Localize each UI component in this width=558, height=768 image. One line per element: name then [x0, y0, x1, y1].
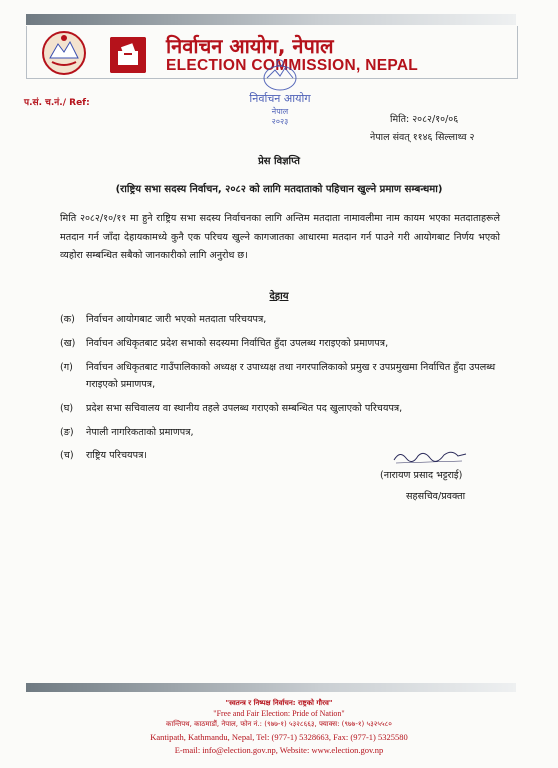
handwritten-signature [392, 446, 468, 466]
list-heading: देहाय [269, 291, 289, 302]
footer-address-nepali: कान्तिपथ, काठमाडौं, नेपाल, फोन नं.: (९७७-१) ५३२८६६३, फ्याक्स: (९७७-१) ५३२५५८० [166, 720, 392, 728]
list-item-key: (क) [60, 314, 75, 325]
footer-motto-english: "Free and Fair Election: Pride of Nation" [213, 709, 345, 718]
national-emblem-icon [40, 30, 88, 76]
stamp-text-place: नेपाल [271, 107, 289, 116]
signatory-name: (नारायण प्रसाद भट्टराई) [380, 470, 463, 481]
list-item-text: राष्ट्रिय परिचयपत्र। [86, 450, 148, 461]
list-item-text: निर्वाचन अधिकृतबाट प्रदेश सभाको सदस्यमा निर्वाचित हुँदा उपलब्ध गराइएको प्रमाणपत्र, [86, 338, 389, 349]
footer-contact: E-mail: info@election.gov.np, Website: www.election.gov.np [174, 745, 384, 755]
list-item-text: निर्वाचन अधिकृतबाट गाउँपालिकाको अध्यक्ष र उपाध्यक्ष तथा नगरपालिकाको प्रमुख र उपप्रमुखमा निर्वाचित हुँदा उपलब्ध गराइएको प्रमाणपत्र, [86, 362, 496, 390]
body-paragraph: मिति २०८२/१०/११ मा हुने राष्ट्रिय सभा सदस्य निर्वाचनका लागि अन्तिम मतदाता नामावलीमा नाम कायम भएका मतदाताहरूले मतदान गर्न जाँदा देहायकामध्ये कुनै एक परिचय खुल्ने कागजातका आधारमा मतदान गर्न पाउने गरी आयोगबाट निर्णय भएको व्यहोरा सम्बन्धित सबैको जानकारीको लागि अनुरोध छ। [60, 213, 500, 261]
org-name-english: ELECTION COMMISSION, NEPAL [166, 57, 419, 74]
official-stamp [245, 56, 315, 128]
election-commission-logo-icon [110, 37, 146, 73]
list-item-key: (च) [60, 450, 74, 461]
list-item [60, 400, 402, 417]
list-item-text: निर्वाचन आयोगबाट जारी भएको मतदाता परिचयपत्र, [86, 314, 267, 325]
list-item-key: (घ) [60, 403, 74, 414]
document-subject: (राष्ट्रिय सभा सदस्य निर्वाचन, २०८२ को लागि मतदाताको पहिचान खुल्ने प्रमाण सम्बन्धमा) [115, 184, 443, 195]
list-item-text: प्रदेश सभा सचिवालय वा स्थानीय तहले उपलब्ध गराएको सम्बन्धित पद खुलाएको परिचयपत्र, [86, 403, 403, 414]
list-item [60, 335, 388, 352]
reference-label: प.सं. च.नं./ Ref: [24, 98, 90, 108]
document-title: प्रेस विज्ञप्ति [258, 156, 300, 167]
nepal-era-date-line: नेपाल संवत् ११४६ सिल्लाथ्व २ [370, 132, 475, 143]
stamp-text-top: निर्वाचन आयोग [249, 92, 311, 105]
list-item-text: नेपाली नागरिकताको प्रमाणपत्र, [86, 427, 194, 438]
list-item-key: (ग) [60, 362, 73, 373]
date-line: मिति: २०८२/१०/०६ [390, 114, 459, 125]
org-name-nepali: निर्वाचन आयोग, नेपाल [166, 34, 334, 58]
list-item-key: (ङ) [60, 427, 74, 438]
header-band [26, 14, 516, 25]
stamp-year: २०२३ [271, 117, 289, 126]
signatory-designation: सहसचिव/प्रवक्ता [406, 491, 466, 502]
footer-address-english: Kantipath, Kathmandu, Nepal, Tel: (977-1) 5328663, Fax: (977-1) 5325580 [150, 732, 408, 742]
footer-band [26, 683, 516, 692]
list-item [60, 359, 500, 393]
list-item [60, 424, 194, 441]
list-item [60, 447, 147, 464]
list-item-key: (ख) [60, 338, 76, 349]
list-item [60, 311, 266, 328]
footer-motto-nepali: "स्वतन्त्र र निष्पक्ष निर्वाचन: राष्ट्रको गौरव" [225, 699, 333, 707]
